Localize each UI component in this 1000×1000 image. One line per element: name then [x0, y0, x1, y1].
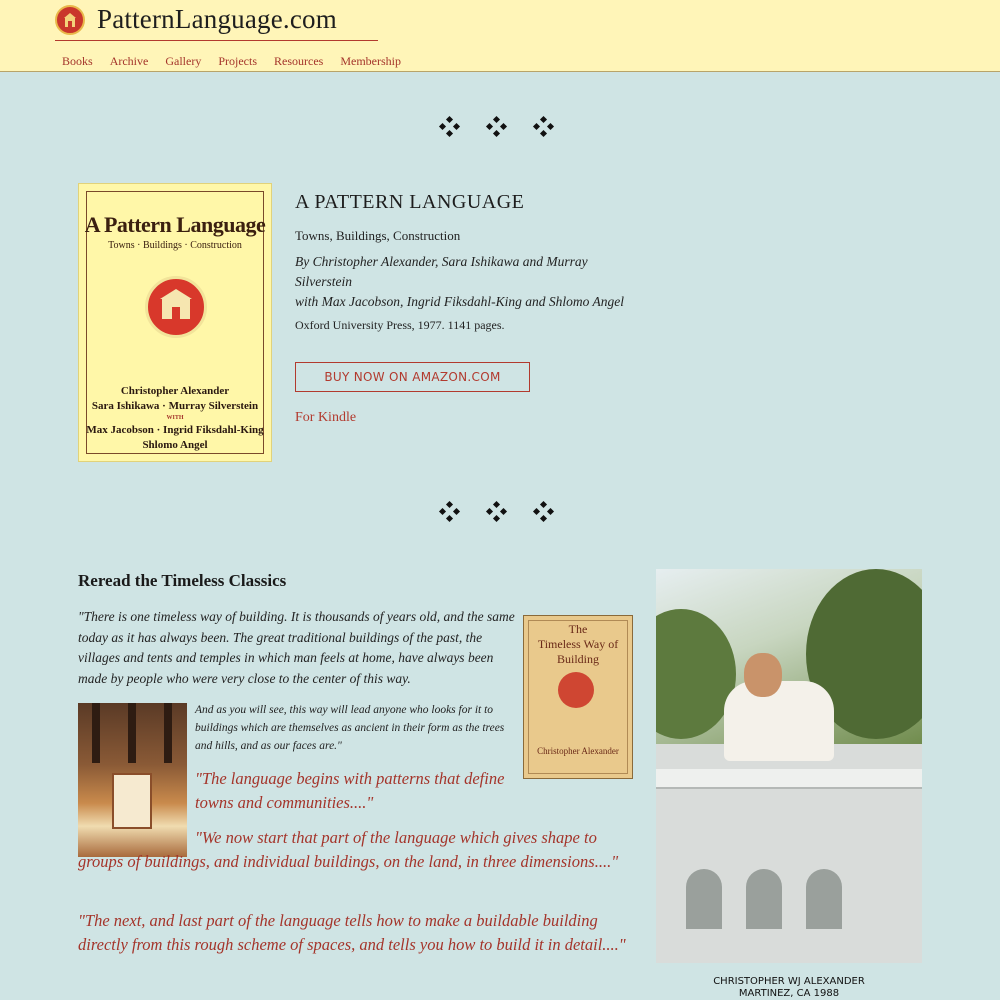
cover-title: A Pattern Language — [84, 212, 266, 237]
photo-beam — [128, 703, 136, 763]
nav-archive[interactable]: Archive — [109, 54, 149, 68]
timeless-quote: "There is one timeless way of building. It is thousands of years old, and the same today as it has always been. The great traditional buildings of the past, the villages and tents and temples in which man feels at home, have always been made by people who were very close to the center of this way. — [78, 609, 515, 686]
book-subtitle: Towns, Buildings, Construction — [295, 228, 461, 243]
book-authors — [295, 252, 635, 312]
timeless-cover-title — [524, 622, 632, 667]
nav-projects[interactable]: Projects — [218, 54, 257, 68]
ornament-divider — [440, 502, 553, 521]
diamond-ornament-icon — [487, 117, 506, 136]
caption-line: MARTINEZ, CA 1988 — [738, 988, 840, 999]
authors-line: By Christopher Alexander, Sara Ishikawa and Murray Silverstein — [295, 254, 588, 289]
kindle-link[interactable]: For Kindle — [295, 410, 357, 425]
site-header — [0, 0, 1000, 72]
caption-line: CHRISTOPHER WJ ALEXANDER — [713, 976, 865, 987]
main-nav — [62, 54, 418, 69]
photo-beam — [164, 703, 172, 763]
pattern-quote: "The next, and last part of the language tells how to make a buildable building directly from this rough scheme of spaces, and tells you how to build it in detail...." — [78, 911, 626, 954]
cover-author-line: Sara Ishikawa · Murray Silverstein — [91, 400, 259, 412]
diamond-ornament-icon — [534, 117, 553, 136]
cover-emblem-icon — [558, 672, 594, 708]
with-authors-line: with Max Jacobson, Ingrid Fiksdahl-King and Shlomo Angel — [295, 294, 624, 309]
cover-author-line: Shlomo Angel — [142, 439, 208, 451]
book-title: A PATTERN LANGUAGE — [295, 191, 525, 213]
photo-beam — [92, 703, 100, 763]
nav-resources[interactable]: Resources — [274, 54, 324, 68]
nav-membership[interactable]: Membership — [340, 54, 401, 68]
nav-gallery[interactable]: Gallery — [165, 54, 202, 68]
photo-caption — [656, 976, 922, 1000]
timeless-way-cover[interactable] — [523, 615, 633, 779]
cover-authors — [79, 384, 271, 453]
timeless-quote-continued: And as you will see, this way will lead anyone who looks for it to buildings which are themselves as ancient in their form as the trees and hills, and as our faces are." — [195, 704, 505, 752]
timeless-title-line: Timeless Way of — [537, 637, 619, 651]
timeless-title-line: Building — [556, 652, 599, 666]
cover-author-line: Max Jacobson · Ingrid Fiksdahl-King — [86, 424, 264, 436]
timeless-cover-author: Christopher Alexander — [537, 746, 619, 756]
alexander-portrait-photo — [656, 569, 922, 963]
cover-author-line: Christopher Alexander — [120, 385, 230, 397]
diamond-ornament-icon — [440, 117, 459, 136]
book-publisher: Oxford University Press, 1977. 1141 pages. — [295, 318, 505, 332]
section-heading: Reread the Timeless Classics — [78, 571, 287, 590]
photo-arch — [686, 869, 722, 929]
cover-subtitle: Towns · Buildings · Construction — [108, 240, 242, 251]
nav-books[interactable]: Books — [62, 54, 93, 68]
buy-amazon-button[interactable]: BUY NOW ON AMAZON.COM — [295, 362, 530, 392]
photo-person-head — [744, 653, 782, 697]
title-underline — [55, 40, 378, 41]
pattern-quote: "We now start that part of the language which gives shape to groups of buildings, and individual buildings, on the land, in three dimensions...." — [78, 828, 619, 871]
cover-with-label: WITH — [166, 415, 184, 421]
pattern-language-cover[interactable] — [78, 183, 272, 462]
site-title[interactable]: PatternLanguage.com — [97, 4, 337, 34]
cover-emblem-icon — [145, 276, 207, 338]
diamond-ornament-icon — [534, 502, 553, 521]
timeless-title-line: The — [568, 622, 588, 636]
diamond-ornament-icon — [440, 502, 459, 521]
photo-arch — [746, 869, 782, 929]
photo-railing — [656, 769, 922, 789]
photo-window — [112, 773, 152, 829]
diamond-ornament-icon — [487, 502, 506, 521]
photo-arch — [806, 869, 842, 929]
pattern-quote: "The language begins with patterns that define towns and communities...." — [195, 769, 505, 812]
logo-emblem-icon[interactable] — [55, 5, 85, 35]
ornament-divider — [440, 117, 553, 136]
photo-person — [724, 681, 834, 761]
